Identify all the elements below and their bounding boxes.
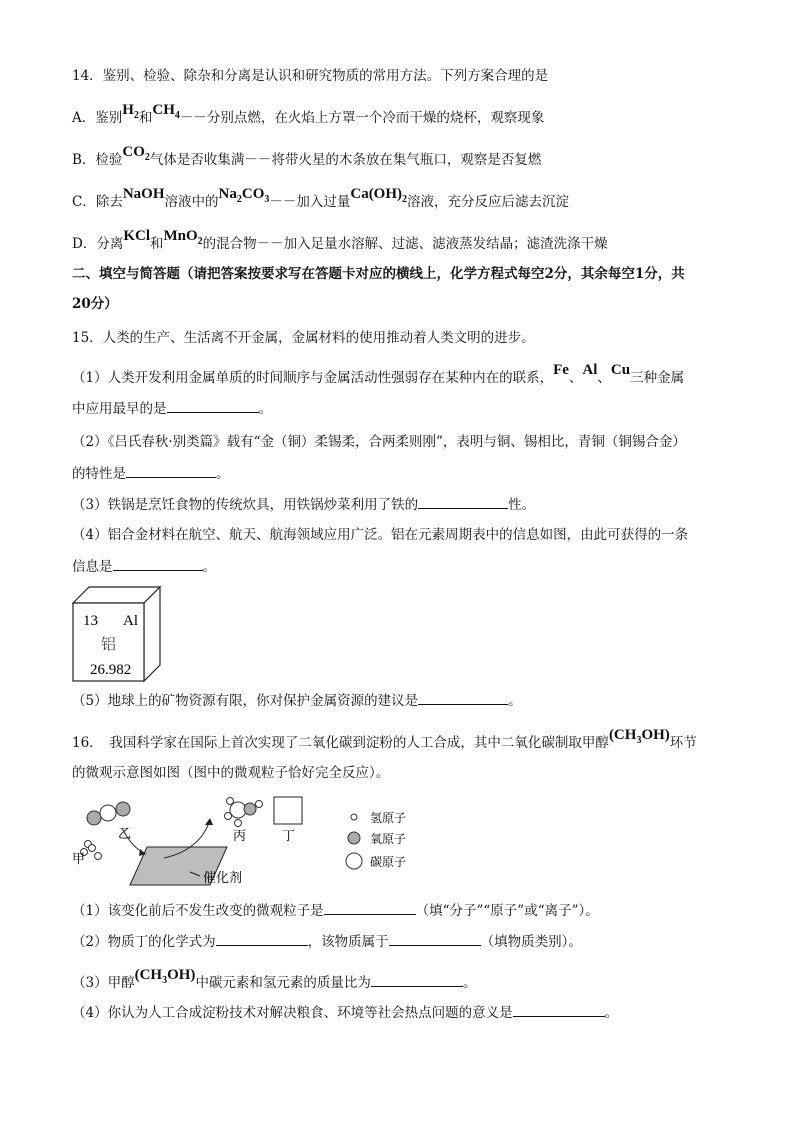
option-b-tail: 气体是否收集满－－将带火星的木条放在集气瓶口，观察是否复燃 [149, 152, 542, 168]
q16-stem-line1: 16． 我国科学家在国际上首次实现了二氧化碳到淀粉的人工合成，其中二氧化碳制取甲醇$(CH_3OH)$环节 [72, 727, 697, 751]
formula-h2: $H_2$ [122, 102, 139, 121]
arrow-out-head [205, 818, 213, 825]
legend-oxygen-icon [348, 832, 360, 844]
q15-part4-line2: 信息是 。 [72, 556, 216, 577]
q14-stem: 14．鉴别、检验、除杂和分离是认识和研究物质的常用方法。下列方案合理的是 [72, 68, 549, 84]
q14-option-d [72, 228, 608, 260]
answer-blank-q16-3[interactable] [371, 972, 463, 987]
formula-ch3oh-2: $(CH_3OH)$ [134, 967, 196, 986]
formula-naoh: NaOH [122, 186, 165, 202]
symbol-fe: Fe [553, 362, 569, 378]
answer-blank-q16-2a[interactable] [216, 931, 308, 946]
molecule-yi [87, 802, 130, 825]
section2-heading-line2: 20分） [72, 296, 118, 312]
legend-carbon-icon [346, 853, 362, 869]
q15-part1-line1: （1）人类开发利用金属单质的时间顺序与金属活动性强弱存在某种内在的联系，Fe、Al、Cu三种金属 [72, 362, 685, 386]
answer-blank-q16-4[interactable] [513, 1002, 605, 1017]
answer-blank-q16-2b[interactable] [389, 931, 481, 946]
answer-blank-q15-2[interactable] [126, 463, 216, 478]
formula-caoh2: $Ca(OH)_2$ [350, 186, 408, 205]
legend-oxygen-label: 氧原子 [370, 832, 407, 846]
q15-stem: 15．人类的生产、生活离不开金属，金属材料的使用推动着人类文明的进步。 [72, 330, 535, 346]
element-number: 13 [83, 613, 98, 629]
reaction-micro-diagram [70, 790, 430, 895]
legend [346, 811, 406, 869]
option-c-lead: C．除去 [72, 194, 123, 210]
legend-hydrogen-label: 氢原子 [370, 811, 407, 825]
legend-hydrogen-icon [351, 814, 357, 820]
symbol-cu: Cu [610, 362, 631, 378]
answer-blank-q15-1[interactable] [167, 398, 259, 413]
q15-part3: （3）铁锅是烹饪食物的传统炊具，用铁锅炒菜利用了铁的 性。 [72, 494, 535, 515]
q16-part4: （4）你认为人工合成淀粉技术对解决粮食、环境等社会热点问题的意义是 。 [72, 1002, 618, 1023]
element-name: 铝 [101, 635, 117, 653]
answer-blank-q15-5[interactable] [418, 690, 508, 705]
option-c-mid1: 溶液中的 [164, 194, 219, 210]
option-d-mid: 和 [150, 236, 164, 252]
q14-option-b [72, 144, 542, 176]
option-a-lead: A．鉴别 [72, 110, 123, 126]
q16-part3: （3）甲醇$(CH_3OH)$中碳元素和氢元素的质量比为 。 [72, 967, 477, 991]
label-yi: 乙 [118, 827, 132, 842]
q16-part2: （2）物质丁的化学式为 ，该物质属于 （填物质类别）。 [72, 931, 582, 952]
symbol-al: Al [582, 362, 598, 378]
answer-blank-q16-1[interactable] [324, 900, 416, 915]
formula-ch3oh: $(CH_3OH)$ [608, 727, 670, 746]
option-d-lead: D．分离 [72, 236, 124, 252]
molecule-bing [225, 798, 263, 827]
label-ding: 丁 [282, 829, 296, 844]
legend-carbon-label: 碳原子 [370, 855, 407, 869]
option-c-mid2: －－加入过量 [269, 194, 351, 210]
element-symbol: Al [123, 613, 138, 629]
answer-blank-q15-3[interactable] [418, 494, 508, 509]
element-tile-aluminum [72, 585, 162, 683]
formula-mno2: MnO$_2$ [163, 228, 203, 247]
q14-option-a [72, 102, 545, 134]
section2-heading-line1: 二、填空与简答题（请把答案按要求写在答题卡对应的横线上，化学方程式每空2分，其余每空1分，共 [72, 266, 685, 282]
option-c-tail: 溶液，充分反应后滤去沉淀 [407, 194, 570, 210]
formula-co2: $CO_2$ [122, 144, 150, 163]
option-a-mid: 和 [138, 110, 153, 126]
formula-kcl: KCl [123, 228, 150, 244]
formula-ch4: $CH_4$ [152, 102, 180, 121]
molecule-ding-box [274, 797, 302, 824]
element-mass: 26.982 [90, 662, 132, 678]
label-bing: 丙 [233, 829, 247, 844]
formula-na2co3: $Na_2CO_3$ [218, 186, 270, 205]
option-b-lead: B．检验 [72, 152, 123, 168]
q16-stem-line2: 的微观示意图如图（图中的微观粒子恰好完全反应）。 [72, 765, 390, 781]
answer-blank-q15-4[interactable] [113, 556, 203, 571]
q15-part4-line1: （4）铝合金材料在航空、航天、航海领域应用广泛。铝在元素周期表中的信息如图，由此可获得的一条 [72, 527, 689, 543]
option-d-tail: 的混合物－－加入足量水溶解、过滤、滤液蒸发结晶；滤渣洗涤干燥 [202, 236, 608, 252]
q15-part5: （5）地球上的矿物资源有限，你对保护金属资源的建议是 。 [72, 690, 522, 711]
q15-part2-line1: （2）《吕氏春秋·别类篇》载有“金（铜）柔锡柔，合两柔则刚”，表明与铜、锡相比，青铜（铜锡合金） [72, 434, 686, 450]
q16-part1: （1）该变化前后不发生改变的微观粒子是 （填“分子”“原子”或“离子”）。 [72, 900, 599, 921]
q14-option-c [72, 186, 570, 218]
q15-part2-line2: 的特性是 。 [72, 463, 230, 484]
q15-part1-line2: 中应用最早的是 。 [72, 398, 272, 419]
option-a-tail: －－分别点燃，在火焰上方罩一个冷而干燥的烧杯，观察现象 [179, 110, 545, 126]
label-jia: 甲 [72, 852, 86, 867]
label-catalyst: 催化剂 [203, 871, 243, 886]
